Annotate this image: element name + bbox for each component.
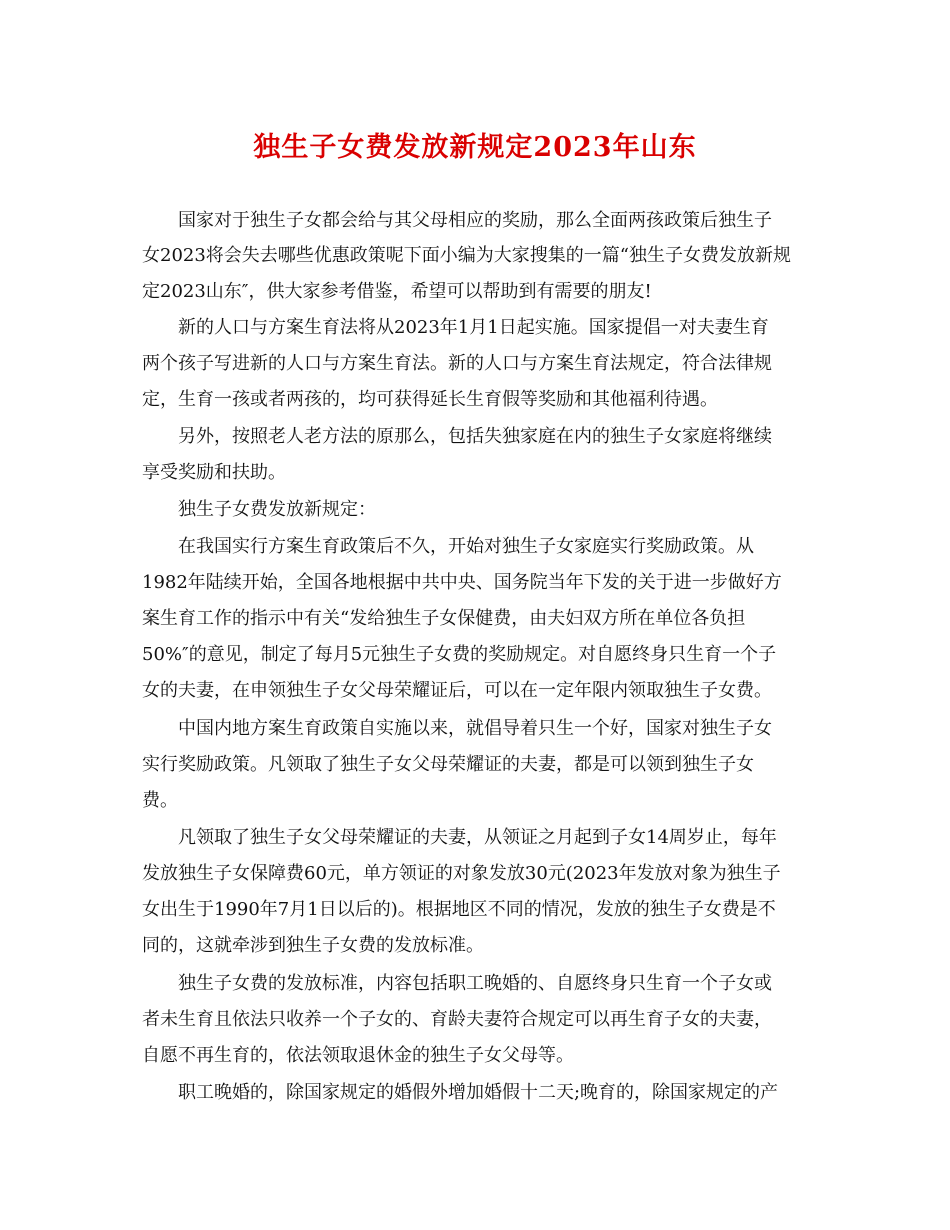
paragraph-line: 案生育工作的指示中有关“发给独生子女保健费，由夫妇双方所在单位各负担 bbox=[142, 608, 746, 629]
paragraph-line: 自愿不再生育的，依法领取退休金的独生子女父母等。 bbox=[142, 1045, 574, 1066]
paragraph-line: 国家对于独生子女都会给与其父母相应的奖励，那么全面两孩政策后独生子 bbox=[178, 210, 772, 231]
paragraph-line: 50%″的意见，制定了每月5元独生子女费的奖励规定。对自愿终身只生育一个子 bbox=[142, 644, 777, 665]
paragraph-line: 另外，按照老人老方法的原那么，包括失独家庭在内的独生子女家庭将继续 bbox=[178, 426, 772, 447]
paragraph-line: 凡领取了独生子女父母荣耀证的夫妻，从领证之月起到子女14周岁止，每年 bbox=[178, 827, 777, 848]
paragraph-line: 独生子女费的发放标准，内容包括职工晚婚的、自愿终身只生育一个子女或 bbox=[178, 973, 772, 994]
paragraph-line: 中国内地方案生育政策自实施以来，就倡导着只生一个好，国家对独生子女 bbox=[178, 718, 772, 739]
paragraph-line: 女2023将会失去哪些优惠政策呢下面小编为大家搜集的一篇“独生子女费发放新规 bbox=[142, 245, 792, 266]
paragraph-line: 享受奖励和扶助。 bbox=[142, 462, 286, 483]
paragraph-line: 者未生育且依法只收养一个子女的、育龄夫妻符合规定可以再生育子女的夫妻， bbox=[142, 1009, 772, 1030]
paragraph-line: 在我国实行方案生育政策后不久，开始对独生子女家庭实行奖励政策。从 bbox=[178, 536, 754, 557]
paragraph-line: 新的人口与方案生育法将从2023年1月1日起实施。国家提倡一对夫妻生育 bbox=[178, 317, 769, 338]
paragraph-line: 同的，这就牵涉到独生子女费的发放标准。 bbox=[142, 935, 484, 956]
paragraph-line: 发放独生子女保障费60元，单方领证的对象发放30元(2023年发放对象为独生子 bbox=[142, 863, 781, 884]
paragraph-line: 费。 bbox=[142, 790, 178, 811]
paragraph-line: 实行奖励政策。凡领取了独生子女父母荣耀证的夫妻，都是可以领到独生子女 bbox=[142, 754, 754, 775]
paragraph-line: 职工晚婚的，除国家规定的婚假外增加婚假十二天;晚育的，除国家规定的产 bbox=[178, 1082, 779, 1103]
paragraph-line: 女的夫妻，在申领独生子女父母荣耀证后，可以在一定年限内领取独生子女费。 bbox=[142, 680, 772, 701]
paragraph-line: 定，生育一孩或者两孩的，均可获得延长生育假等奖励和其他福利待遇。 bbox=[142, 389, 718, 410]
paragraph-line: 1982年陆续开始，全国各地根据中共中央、国务院当年下发的关于进一步做好方 bbox=[142, 572, 782, 593]
paragraph-line: 两个孩子写进新的人口与方案生育法。新的人口与方案生育法规定，符合法律规 bbox=[142, 353, 772, 374]
paragraph-line: 定2023山东″，供大家参考借鉴，希望可以帮助到有需要的朋友! bbox=[142, 281, 652, 302]
section-heading: 独生子女费发放新规定： bbox=[178, 499, 376, 520]
paragraph-line: 女出生于1990年7月1日以后的)。根据地区不同的情况，发放的独生子女费是不 bbox=[142, 899, 776, 920]
document-title: 独生子女费发放新规定2023年山东 bbox=[253, 132, 697, 163]
